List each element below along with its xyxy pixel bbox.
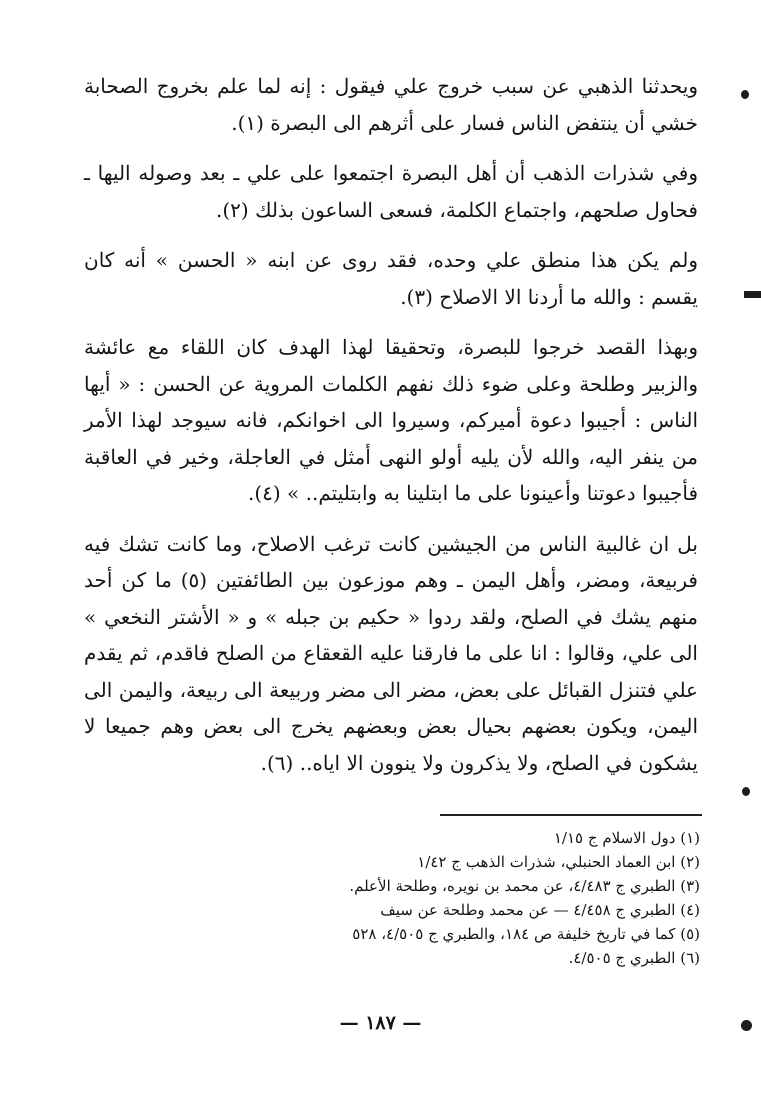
paragraph-4: وبهذا القصد خرجوا للبصرة، وتحقيقا لهذا الهدف كان اللقاء مع عائشة والزبير وطلحة وعلى ضوء ذلك نفهم الكلمات المروية عن الحسن : « أيها الناس : أجيبوا دعوة أميركم، وسيروا الى اخوانكم، فانه سيوجد لهذا الأمر من ينفر اليه، والله لأن يليه أولو النهى أمثل في العاجلة، وخير في العاقبة فأجيبوا دعوتنا وأعينونا على ما ابتلينا به وابتليتم.. » (٤). [84,335,699,505]
paragraph-5: بل ان غالبية الناس من الجيشين كانت ترغب الاصلاح، وما كانت تشك فيه فربيعة، ومضر، وأهل اليمن ـ وهم موزعون بين الطائفتين (٥) ما كن أحد منهم يشك في الصلح، ولقد ردوا « حكيم بن جبله » و « الأشتر النخعي » الى علي، وقالوا : انا على ما فارقنا عليه القعقاع من الصلح فاقدم، ثم يقدم علي فتنزل القبائل على بعض، مضر الى مضر وربيعة الى ربيعة، واليمن الى اليمن، ويكون بعضهم بحيال بعض وبعضهم يخرج الى بعض وهم جميعا لا يشكون في الصلح، ولا يذكرون ولا ينوون الا اياه.. (٦). [84,531,698,775]
scan-mark-1 [741,90,749,99]
scan-mark-3 [742,787,750,796]
footnote-4: (٤) الطبري ج ٤/٤٥٨ — عن محمد وطلحة عن سيف [380,901,700,919]
paragraph-2: وفي شذرات الذهب أن أهل البصرة اجتمعوا على علي ـ بعد وصوله اليها ـ فحاول صلحهم، واجتماع الكلمة، فسعى الساعون بذلك (٢). [84,161,698,222]
scan-mark-2 [744,291,761,298]
main-text [84,68,698,795]
footnote-5: (٥) كما في تاريخ خليفة ص ١٨٤، والطبري ج ٤/٥٠٥، ٥٢٨ [352,925,700,943]
paragraph-1: ويحدثنا الذهبي عن سبب خروج علي فيقول : إنه لما علم بخروج الصحابة خشي أن ينتفض الناس فسار على أثرهم الى البصرة (١). [84,74,698,135]
scan-mark-4 [741,1020,752,1031]
footnote-6: (٦) الطبري ج ٤/٥٠٥. [568,949,700,967]
page-number: — ١٨٧ — [339,1012,422,1034]
footnote-2: (٢) ابن العماد الحنبلي، شذرات الذهب ج ١/٤٢ [417,853,700,871]
paragraph-3: ولم يكن هذا منطق علي وحده، فقد روى عن ابنه « الحسن » أنه كان يقسم : والله ما أردنا الا الاصلاح (٣). [84,248,698,309]
footnote-3: (٣) الطبري ج ٤/٤٨٣، عن محمد بن نويره، وطلحة الأعلم. [349,877,700,895]
footnotes [300,826,700,970]
footnote-separator [440,814,702,816]
footnote-1: (١) دول الاسلام ج ١/١٥ [553,829,700,847]
